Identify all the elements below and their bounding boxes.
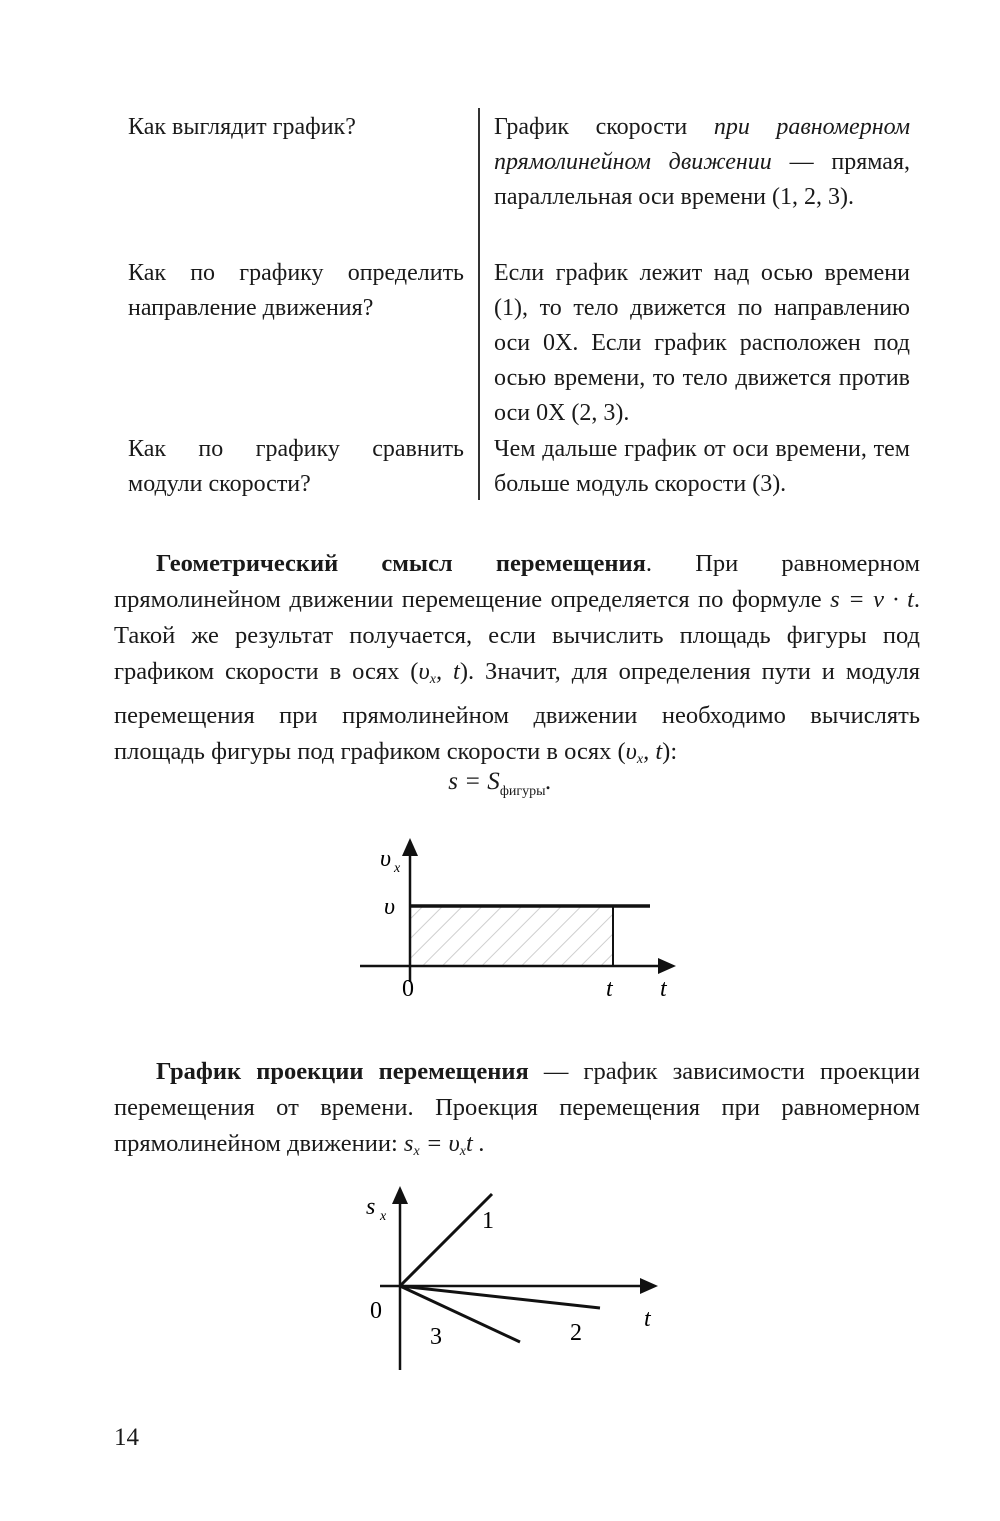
- s-axis-sub: x: [380, 1209, 387, 1224]
- t-mark-label: t: [606, 976, 613, 1002]
- section-heading: Геометрический смысл перемещения: [156, 550, 646, 577]
- question-text: Как по графику определить направление движения?: [128, 260, 464, 321]
- t-axis-arrow-icon: [658, 958, 676, 974]
- section-heading: График проекции перемещения: [156, 1058, 529, 1085]
- line-3-label: 3: [430, 1324, 442, 1350]
- area-formula: $s = S_{фигуры}$.: [448, 768, 552, 799]
- v-axis-label: υ: [380, 846, 392, 872]
- question-text: Как по графику сравнить модули скорости?: [128, 436, 464, 497]
- paragraph-displacement-graph: График проекции перемещения — график зависимости проекции перемещения от времени. Проекция перемещения при равномерном прямолинейном движении: $s_x = \upsilon_xt$ .: [114, 1058, 920, 1159]
- question-text: Как выглядит график?: [128, 114, 356, 140]
- displacement-graph: [350, 1180, 670, 1380]
- table-divider: [478, 108, 480, 500]
- answer-text: Чем дальше график от оси времени, тем больше модуль скорости (3).: [494, 436, 910, 497]
- paragraph-displacement-meaning: Геометрический смысл перемещения. При равномерном прямолинейном движении перемещение определяется по формуле s = v · t. Такой же результат получается, если вычислить площадь фигуры под графиком скорости в осях ($\upsilon_x$, t). Значит, для определения пути и модуля перемещения при прямолинейном движении необходимо вычислять площадь фигуры под графиком скорости в осях ($\upsilon_x$, t):: [114, 550, 921, 767]
- t-axis-arrow-icon: [640, 1278, 658, 1294]
- s-axis-arrow-icon: [392, 1186, 408, 1204]
- area-under-graph: [410, 906, 613, 966]
- answer-text: Если график лежит над осью времени (1), то тело движется по направлению оси 0X. Если график расположен под осью времени, то тело движется против оси 0X (2, 3).: [494, 260, 910, 426]
- v-level-label: υ: [384, 894, 396, 920]
- graph-line-3: [400, 1286, 520, 1342]
- t-axis-label: t: [660, 976, 667, 1002]
- v-axis-arrow-icon: [402, 838, 418, 856]
- graph-line-2: [400, 1286, 600, 1308]
- page-number: 14: [114, 1424, 139, 1451]
- answer-text: График скорости при равномерном прямолинейном движении — прямая, параллельная оси времени (1, 2, 3).: [494, 114, 911, 210]
- graph-line-1: [400, 1194, 492, 1286]
- t-axis-label: t: [644, 1306, 651, 1332]
- line-2-label: 2: [570, 1320, 582, 1346]
- s-axis-label: s: [366, 1194, 376, 1220]
- origin-label: 0: [370, 1298, 382, 1324]
- origin-label: 0: [402, 976, 414, 1002]
- v-axis-sub: x: [394, 861, 401, 876]
- inline-formula: s = v · t: [830, 586, 914, 613]
- line-1-label: 1: [482, 1208, 494, 1234]
- velocity-graph: [340, 830, 700, 1010]
